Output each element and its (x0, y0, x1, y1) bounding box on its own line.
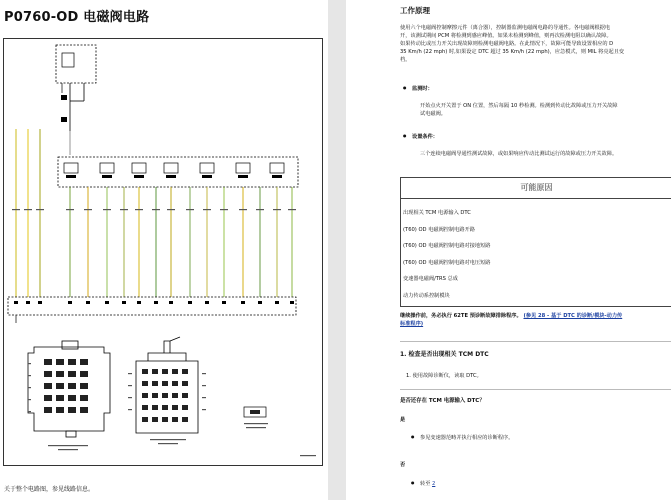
warning-text: 继续操作前，务必执行 62TE 预诊断故障排除程序。 (400, 313, 522, 319)
goto-step-2-link[interactable]: 2 (432, 481, 436, 487)
possible-causes-table (400, 177, 671, 307)
right-page (346, 0, 671, 500)
step-1-item: 1. 使用故障诊断仪，读取 DTC。 (406, 373, 482, 379)
paragraph-line: 开，该测试期间 PCM 将检测到感应峰值。如果未检测到峰值，则再次检测电阻以确认故障。 (400, 33, 612, 40)
step-1-title: 1. 检查是否出现相关 TCM DTC (400, 351, 489, 358)
cause-item: (T60) OD 电磁阀控制电路对接地短路 (403, 243, 491, 249)
possible-causes-list (401, 199, 671, 304)
divider (400, 389, 671, 390)
diagram-caption: 关于整个电路图，参见线路信息。 (4, 486, 95, 493)
cause-item: 变速器电磁阀/TRS 总成 (403, 276, 458, 282)
cause-item: (T60) OD 电磁阀控制电路开路 (403, 226, 475, 233)
wiring-diagram (3, 38, 323, 466)
question-text: 是否还存在 TCM 电源输入 DTC？ (400, 398, 485, 404)
goto-prefix: 转至 (420, 481, 431, 487)
page-title: P0760-OD 电磁阀电路 (4, 10, 150, 25)
condition-heading: ● 设置条件： (412, 133, 438, 141)
cause-item: 出现相关 TCM 电源输入 DTC (403, 210, 471, 216)
monitor-heading: ● 监测时： (412, 85, 433, 93)
paragraph-line: 档。 (400, 57, 411, 64)
operation-paragraph (400, 24, 671, 64)
paragraph-line: 35 Km/h (22 mph) 时,如果设定 DTC 超过 35 Km/h (22 mph)，应急模式，则 MIL 将亮起且变 (400, 49, 625, 56)
cause-item: 动力传动系控制模块 (403, 292, 450, 299)
yes-label: 是 (400, 417, 406, 423)
monitor-line: 开始点火开关置于 ON 位置，然后每隔 10 秒检测。检测到传动比故障或压力开关故障 (420, 103, 618, 109)
divider (400, 341, 671, 342)
no-label: 否 (400, 462, 406, 468)
paragraph-line: 使用六个电磁阀控制摩擦元件（离合器），控制器监测电磁阀电路的导通性。各电磁阀根据电 (400, 25, 611, 31)
possible-causes-header: 可能原因 (401, 178, 671, 199)
section-title: 工作原理 (400, 6, 430, 15)
paragraph-line: 如果传动比或压力开关出现故障则检测电磁阀电路。在此情况下，故障可能导致设置相应的 D (400, 41, 614, 48)
pre-diagnosis-warning (400, 312, 671, 328)
condition-text: 三个连续电磁阀导通性测试故障，或如果响应传动比测试运行的故障或压力开关故障。 (420, 151, 618, 157)
page-gutter (328, 0, 346, 500)
monitor-text (420, 102, 671, 118)
monitor-line: 试电磁阀。 (420, 111, 446, 118)
diagnosis-procedure-link[interactable]: (参见 28 - 基于 DTC 的诊断/模块-动力传 (523, 313, 623, 319)
standard-procedure-link[interactable]: 标准程序) (400, 321, 424, 328)
no-action (420, 480, 435, 488)
left-page (0, 0, 328, 500)
yes-action: ● 参见变速器范畴并执行相应的诊断程序。 (420, 434, 513, 442)
cause-item: (T60) OD 电磁阀控制电路对电压短路 (403, 259, 491, 266)
wiring-diagram-svg (4, 39, 322, 465)
